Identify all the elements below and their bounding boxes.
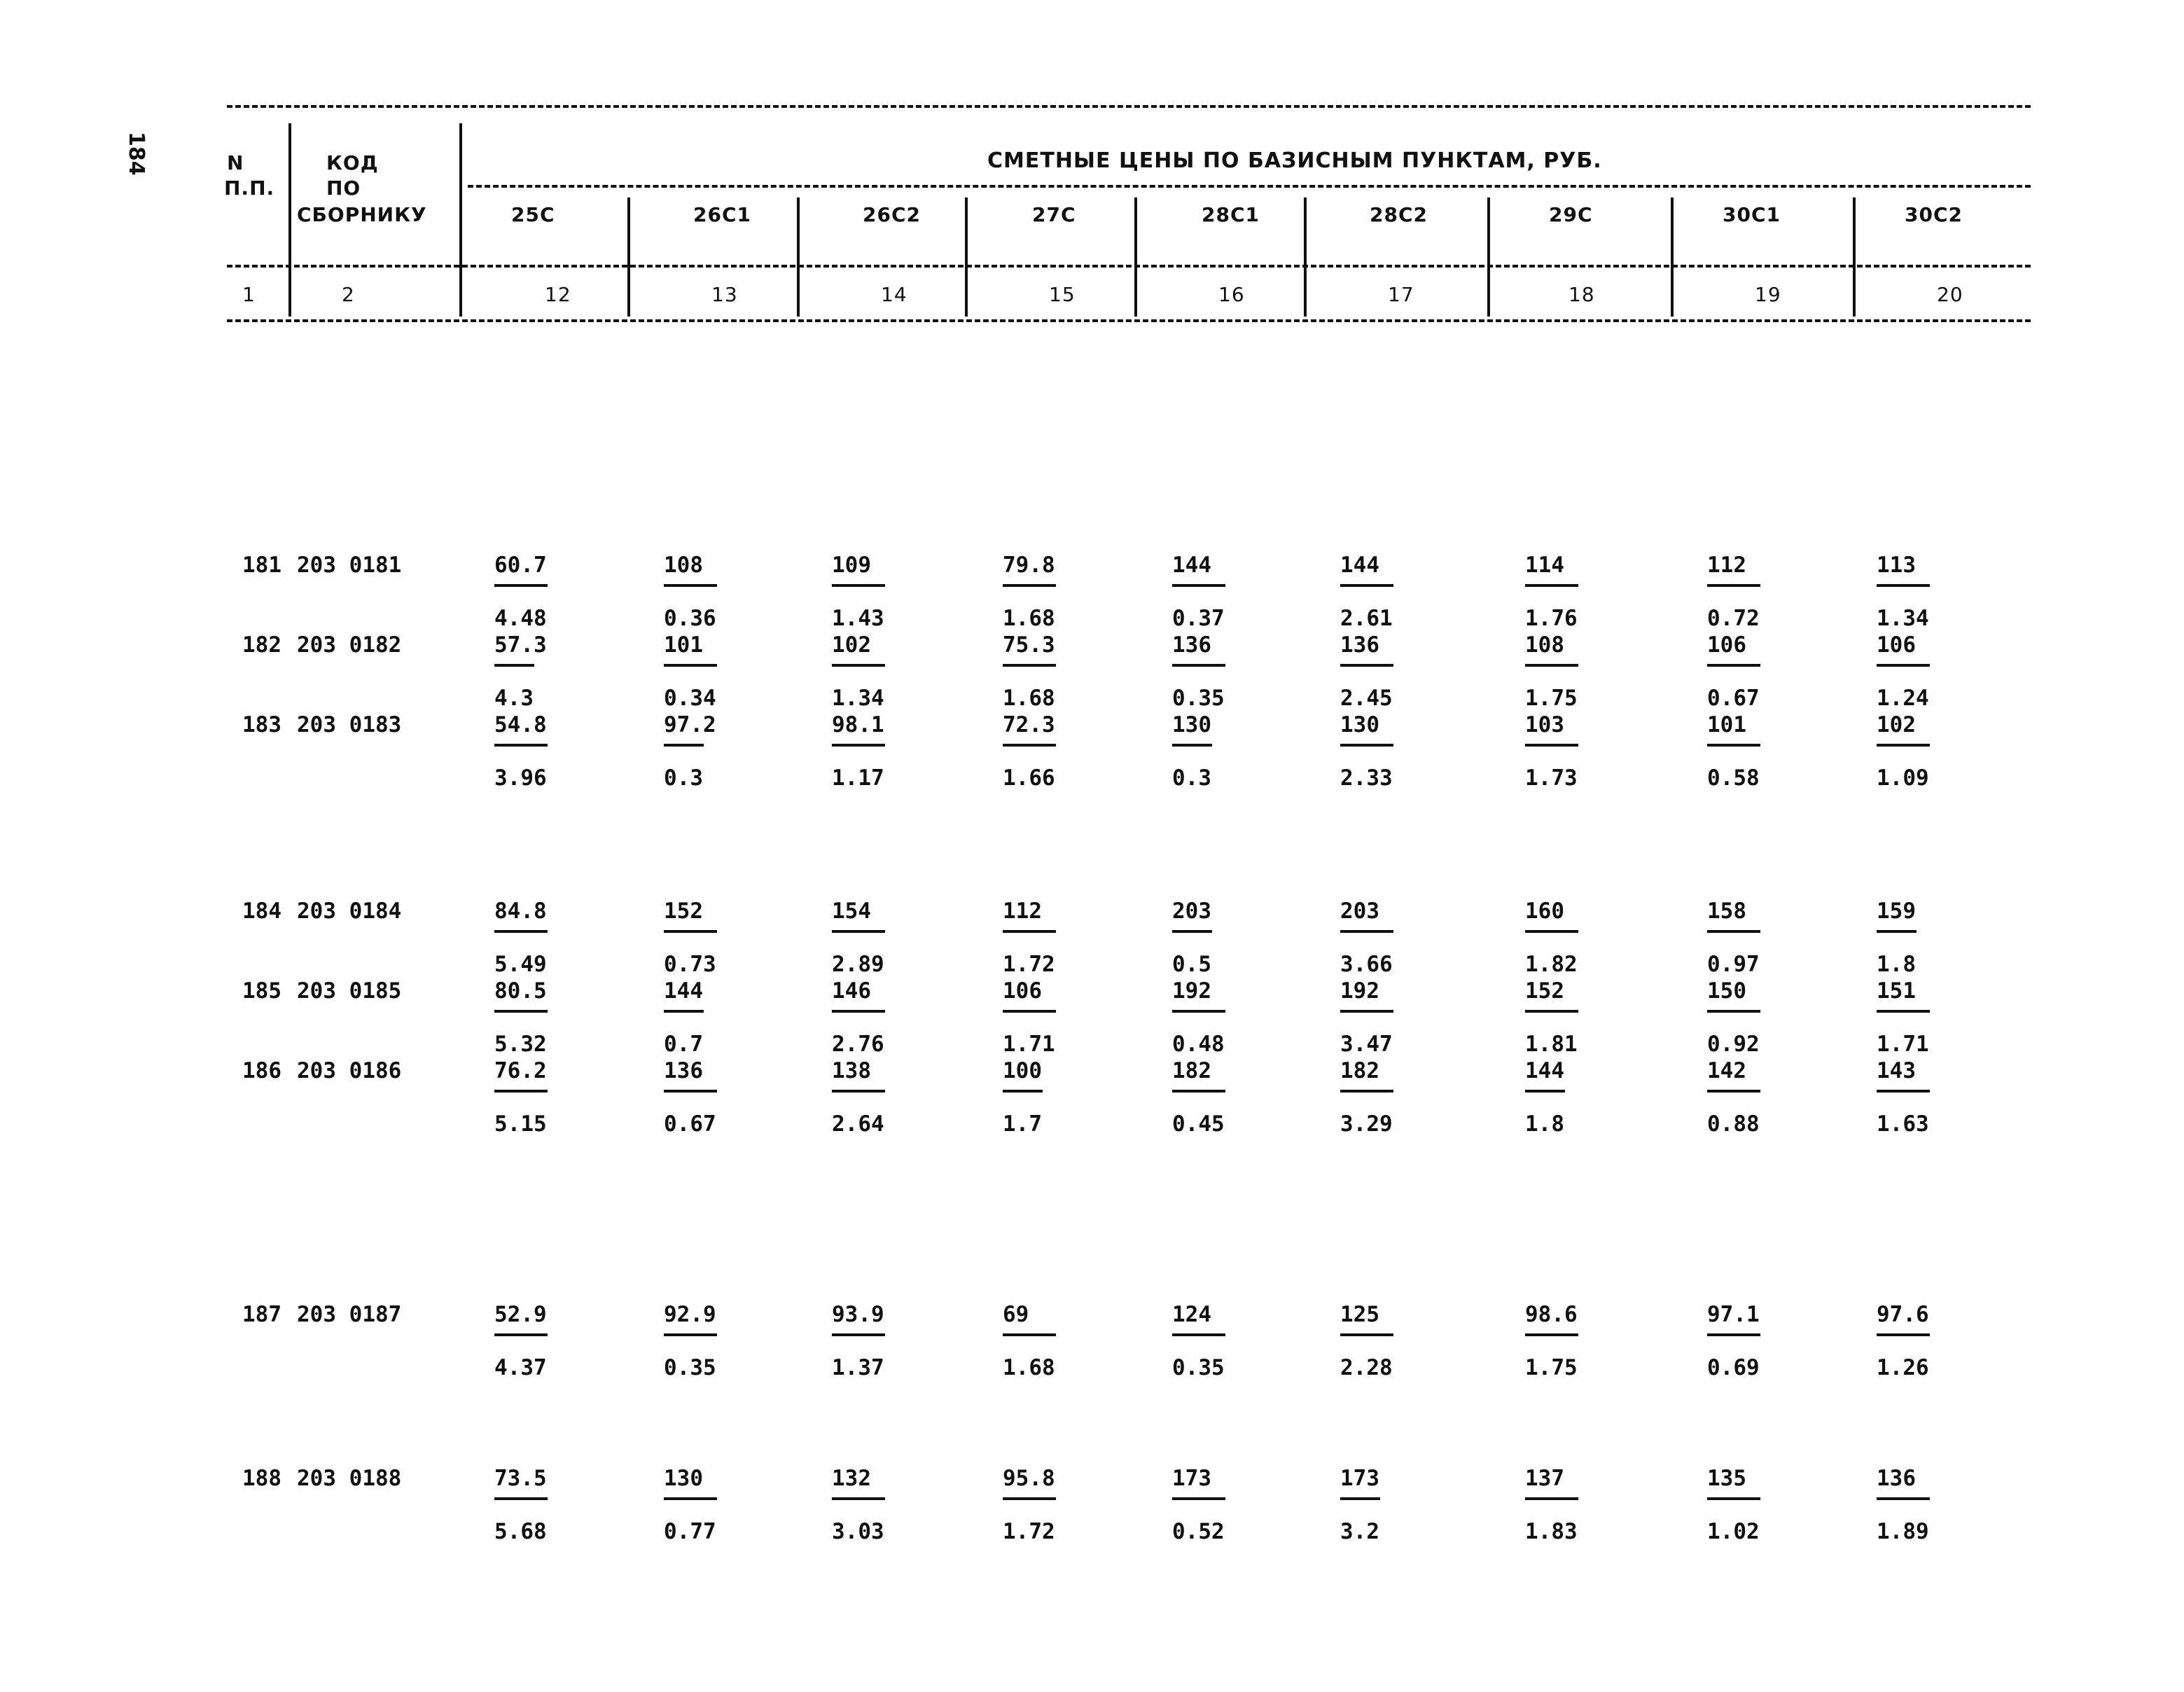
coefficient-value: 0.77: [664, 1519, 716, 1544]
row-number: 186: [242, 1058, 281, 1083]
coefficient-value: 2.89: [832, 952, 884, 977]
row-code: 203 0186: [297, 1058, 402, 1083]
price-value: 108: [664, 553, 703, 578]
fraction-bar: [1003, 664, 1056, 667]
coefficient-value: 0.88: [1707, 1111, 1760, 1137]
coefficient-value: 0.34: [664, 686, 716, 711]
coefficient-value: 3.2: [1340, 1519, 1379, 1544]
price-value: 106: [1003, 978, 1042, 1004]
price-value: 98.6: [1525, 1302, 1578, 1327]
price-value: 80.5: [494, 978, 547, 1004]
fraction-bar: [494, 1090, 548, 1093]
price-value: 95.8: [1003, 1466, 1055, 1491]
fraction-bar: [1525, 930, 1578, 933]
fraction-bar: [832, 930, 885, 933]
coefficient-value: 4.48: [494, 606, 547, 631]
header-mid-rule: [468, 185, 2031, 188]
point-label-8: 30С2: [1905, 203, 1963, 226]
fraction-bar: [1707, 744, 1760, 747]
header-vertical-rule: [1134, 197, 1137, 317]
point-label-5: 28С2: [1370, 203, 1428, 226]
price-value: 108: [1525, 632, 1564, 658]
coefficient-value: 5.49: [494, 952, 547, 977]
row-number: 182: [242, 632, 281, 658]
fraction-bar: [1877, 664, 1930, 667]
fraction-bar: [1340, 744, 1393, 747]
coefficient-value: 1.09: [1877, 765, 1929, 791]
coefficient-value: 1.8: [1525, 1111, 1564, 1137]
fraction-bar: [832, 1010, 885, 1013]
header-no-line2: П.П.: [224, 176, 275, 200]
fraction-bar: [1525, 1010, 1578, 1013]
price-value: 158: [1707, 899, 1746, 924]
fraction-bar: [1172, 744, 1212, 747]
fraction-bar: [664, 744, 704, 747]
coefficient-value: 3.66: [1340, 952, 1393, 977]
page-number: 184: [124, 132, 148, 176]
header-vertical-rule: [1487, 197, 1490, 317]
price-value: 97.6: [1877, 1302, 1929, 1327]
header-code-line2: ПО: [326, 176, 361, 200]
coefficient-value: 1.75: [1525, 1355, 1578, 1380]
coefficient-value: 2.61: [1340, 606, 1393, 631]
row-number: 185: [242, 978, 281, 1004]
price-value: 144: [1525, 1058, 1564, 1083]
coefficient-value: 5.15: [494, 1111, 547, 1137]
column-number-2: 12: [545, 283, 571, 306]
coefficient-value: 1.76: [1525, 606, 1578, 631]
point-label-4: 28С1: [1202, 203, 1260, 226]
coefficient-value: 0.3: [1172, 765, 1211, 791]
header-vertical-rule: [288, 123, 291, 317]
price-value: 125: [1340, 1302, 1379, 1327]
coefficient-value: 1.73: [1525, 765, 1578, 791]
point-label-7: 30С1: [1723, 203, 1781, 226]
column-number-8: 18: [1569, 283, 1595, 306]
fraction-bar: [494, 1010, 548, 1013]
fraction-bar: [1877, 1497, 1930, 1500]
header-vertical-rule: [1853, 197, 1856, 317]
fraction-bar: [1525, 1333, 1578, 1336]
fraction-bar: [664, 1333, 717, 1336]
price-value: 69: [1003, 1302, 1029, 1327]
column-number-6: 16: [1218, 283, 1245, 306]
price-value: 73.5: [494, 1466, 547, 1491]
price-value: 109: [832, 553, 871, 578]
price-value: 130: [1340, 712, 1379, 737]
price-value: 103: [1525, 712, 1564, 737]
coefficient-value: 0.7: [664, 1032, 703, 1057]
row-code: 203 0182: [297, 632, 402, 658]
price-value: 151: [1877, 978, 1916, 1004]
price-value: 112: [1003, 899, 1042, 924]
price-value: 135: [1707, 1466, 1746, 1491]
price-value: 101: [1707, 712, 1746, 737]
row-code: 203 0181: [297, 553, 402, 578]
fraction-bar: [1172, 664, 1225, 667]
fraction-bar: [494, 584, 548, 587]
coefficient-value: 0.35: [1172, 686, 1225, 711]
fraction-bar: [1340, 664, 1393, 667]
fraction-bar: [494, 1497, 548, 1500]
row-number: 188: [242, 1466, 281, 1491]
fraction-bar: [1003, 1010, 1056, 1013]
header-vertical-rule: [797, 197, 800, 317]
header-vertical-rule: [965, 197, 968, 317]
point-label-0: 25С: [511, 203, 555, 226]
price-value: 79.8: [1003, 553, 1055, 578]
header-no-line1: N: [227, 151, 244, 174]
price-value: 97.1: [1707, 1302, 1760, 1327]
fraction-bar: [494, 930, 548, 933]
fraction-bar: [664, 664, 717, 667]
price-value: 101: [664, 632, 703, 658]
coefficient-value: 1.71: [1003, 1032, 1055, 1057]
coefficient-value: 1.83: [1525, 1519, 1578, 1544]
coefficient-value: 5.32: [494, 1032, 547, 1057]
price-value: 182: [1340, 1058, 1379, 1083]
fraction-bar: [1877, 930, 1917, 933]
row-number: 183: [242, 712, 281, 737]
coefficient-value: 1.68: [1003, 606, 1055, 631]
price-value: 143: [1877, 1058, 1916, 1083]
fraction-bar: [494, 664, 534, 667]
fraction-bar: [1340, 930, 1393, 933]
coefficient-value: 0.73: [664, 952, 716, 977]
column-number-7: 17: [1388, 283, 1414, 306]
fraction-bar: [1877, 744, 1930, 747]
coefficient-value: 1.34: [832, 686, 884, 711]
coefficient-value: 2.28: [1340, 1355, 1393, 1380]
fraction-bar: [664, 1090, 717, 1093]
coefficient-value: 0.92: [1707, 1032, 1760, 1057]
price-value: 76.2: [494, 1058, 547, 1083]
coefficient-value: 1.66: [1003, 765, 1055, 791]
coefficient-value: 1.43: [832, 606, 884, 631]
fraction-bar: [1340, 1010, 1393, 1013]
fraction-bar: [494, 1333, 548, 1336]
price-value: 130: [664, 1466, 703, 1491]
coefficient-value: 0.48: [1172, 1032, 1225, 1057]
coefficient-value: 0.36: [664, 606, 716, 631]
fraction-bar: [1877, 584, 1930, 587]
fraction-bar: [1003, 1090, 1043, 1093]
coefficient-value: 1.89: [1877, 1519, 1929, 1544]
fraction-bar: [832, 584, 885, 587]
price-value: 203: [1172, 899, 1211, 924]
fraction-bar: [1877, 1333, 1930, 1336]
fraction-bar: [1525, 744, 1578, 747]
price-value: 144: [664, 978, 703, 1004]
price-value: 102: [1877, 712, 1916, 737]
coefficient-value: 4.37: [494, 1355, 547, 1380]
coefficient-value: 1.34: [1877, 606, 1929, 631]
fraction-bar: [1003, 584, 1056, 587]
price-value: 138: [832, 1058, 871, 1083]
row-code: 203 0187: [297, 1302, 402, 1327]
price-value: 57.3: [494, 632, 547, 658]
header-code-line3: СБОРНИКУ: [297, 203, 427, 226]
coefficient-value: 3.96: [494, 765, 547, 791]
price-value: 173: [1340, 1466, 1379, 1491]
fraction-bar: [1003, 1333, 1056, 1336]
price-value: 173: [1172, 1466, 1211, 1491]
price-value: 130: [1172, 712, 1211, 737]
price-value: 52.9: [494, 1302, 547, 1327]
coefficient-value: 0.35: [1172, 1355, 1225, 1380]
header-vertical-rule: [459, 123, 462, 317]
fraction-bar: [1340, 1333, 1393, 1336]
price-value: 203: [1340, 899, 1379, 924]
coefficient-value: 0.97: [1707, 952, 1760, 977]
coefficient-value: 1.81: [1525, 1032, 1578, 1057]
fraction-bar: [832, 1090, 885, 1093]
fraction-bar: [832, 744, 885, 747]
row-number: 187: [242, 1302, 281, 1327]
coefficient-value: 1.8: [1877, 952, 1916, 977]
coefficient-value: 0.72: [1707, 606, 1760, 631]
fraction-bar: [832, 1497, 885, 1500]
coefficient-value: 0.67: [1707, 686, 1760, 711]
row-number: 184: [242, 899, 281, 924]
column-number-0: 1: [242, 283, 256, 306]
column-number-5: 15: [1049, 283, 1076, 306]
column-number-4: 14: [881, 283, 907, 306]
point-label-6: 29С: [1549, 203, 1593, 226]
column-number-10: 20: [1937, 283, 1963, 306]
coefficient-value: 1.02: [1707, 1519, 1760, 1544]
price-value: 98.1: [832, 712, 884, 737]
coefficient-value: 1.82: [1525, 952, 1578, 977]
price-value: 84.8: [494, 899, 547, 924]
price-value: 54.8: [494, 712, 547, 737]
price-value: 192: [1340, 978, 1379, 1004]
coefficient-value: 0.3: [664, 765, 703, 791]
price-value: 150: [1707, 978, 1746, 1004]
coefficient-value: 3.29: [1340, 1111, 1393, 1137]
price-value: 192: [1172, 978, 1211, 1004]
coefficient-value: 1.68: [1003, 686, 1055, 711]
coefficient-value: 1.63: [1877, 1111, 1929, 1137]
fraction-bar: [1707, 1333, 1760, 1336]
point-label-2: 26С2: [863, 203, 921, 226]
fraction-bar: [1707, 664, 1760, 667]
fraction-bar: [1525, 1497, 1578, 1500]
coefficient-value: 2.33: [1340, 765, 1393, 791]
fraction-bar: [1172, 1090, 1225, 1093]
fraction-bar: [664, 1497, 717, 1500]
price-value: 114: [1525, 553, 1564, 578]
header-vertical-rule: [1671, 197, 1674, 317]
row-code: 203 0185: [297, 978, 402, 1004]
fraction-bar: [1172, 1497, 1225, 1500]
coefficient-value: 5.68: [494, 1519, 547, 1544]
coefficient-value: 1.24: [1877, 686, 1929, 711]
coefficient-value: 0.5: [1172, 952, 1211, 977]
fraction-bar: [1340, 1090, 1393, 1093]
coefficient-value: 4.3: [494, 686, 534, 711]
price-value: 72.3: [1003, 712, 1055, 737]
coefficient-value: 0.69: [1707, 1355, 1760, 1380]
price-value: 152: [664, 899, 703, 924]
price-value: 136: [1340, 632, 1379, 658]
fraction-bar: [664, 1010, 704, 1013]
price-value: 93.9: [832, 1302, 884, 1327]
price-value: 137: [1525, 1466, 1564, 1491]
price-value: 102: [832, 632, 871, 658]
price-value: 160: [1525, 899, 1564, 924]
fraction-bar: [1172, 1010, 1225, 1013]
row-code: 203 0183: [297, 712, 402, 737]
fraction-bar: [1707, 930, 1760, 933]
header-vertical-rule: [627, 197, 630, 317]
price-value: 144: [1340, 553, 1379, 578]
price-value: 159: [1877, 899, 1916, 924]
fraction-bar: [1525, 1090, 1565, 1093]
fraction-bar: [1340, 1497, 1380, 1500]
fraction-bar: [1525, 664, 1578, 667]
coefficient-value: 1.72: [1003, 1519, 1055, 1544]
price-value: 146: [832, 978, 871, 1004]
price-value: 75.3: [1003, 632, 1055, 658]
fraction-bar: [1003, 1497, 1056, 1500]
fraction-bar: [832, 1333, 885, 1336]
price-value: 142: [1707, 1058, 1746, 1083]
price-value: 100: [1003, 1058, 1042, 1083]
price-value: 106: [1877, 632, 1916, 658]
header-vertical-rule: [1304, 197, 1307, 317]
header-title: СМЕТНЫЕ ЦЕНЫ ПО БАЗИСНЫМ ПУНКТАМ, РУБ.: [987, 148, 1602, 173]
coefficient-value: 0.58: [1707, 765, 1760, 791]
coefficient-value: 0.52: [1172, 1519, 1225, 1544]
fraction-bar: [1340, 584, 1393, 587]
price-value: 60.7: [494, 553, 547, 578]
price-value: 106: [1707, 632, 1746, 658]
column-number-3: 13: [711, 283, 738, 306]
fraction-bar: [1525, 584, 1578, 587]
coefficient-value: 1.75: [1525, 686, 1578, 711]
price-value: 182: [1172, 1058, 1211, 1083]
price-value: 124: [1172, 1302, 1211, 1327]
point-label-1: 26С1: [693, 203, 751, 226]
fraction-bar: [1003, 744, 1056, 747]
column-number-1: 2: [342, 283, 355, 306]
fraction-bar: [1877, 1010, 1930, 1013]
fraction-bar: [664, 584, 717, 587]
price-value: 136: [1172, 632, 1211, 658]
coefficient-value: 1.7: [1003, 1111, 1042, 1137]
fraction-bar: [1172, 1333, 1225, 1336]
fraction-bar: [832, 664, 885, 667]
fraction-bar: [1877, 1090, 1930, 1093]
row-code: 203 0188: [297, 1466, 402, 1491]
header-code-line1: КОД: [326, 151, 379, 174]
price-value: 144: [1172, 553, 1211, 578]
header-sub-rule: [227, 265, 2031, 268]
price-value: 132: [832, 1466, 871, 1491]
header-bottom-rule: [227, 319, 2031, 322]
fraction-bar: [664, 930, 717, 933]
header-top-rule: [227, 105, 2031, 108]
price-value: 92.9: [664, 1302, 716, 1327]
coefficient-value: 0.35: [664, 1355, 716, 1380]
coefficient-value: 1.72: [1003, 952, 1055, 977]
coefficient-value: 1.26: [1877, 1355, 1929, 1380]
fraction-bar: [1707, 1090, 1760, 1093]
coefficient-value: 1.71: [1877, 1032, 1929, 1057]
coefficient-value: 2.64: [832, 1111, 884, 1137]
coefficient-value: 3.03: [832, 1519, 884, 1544]
price-value: 136: [1877, 1466, 1916, 1491]
coefficient-value: 3.47: [1340, 1032, 1393, 1057]
coefficient-value: 0.45: [1172, 1111, 1225, 1137]
coefficient-value: 2.45: [1340, 686, 1393, 711]
row-code: 203 0184: [297, 899, 402, 924]
fraction-bar: [1172, 930, 1212, 933]
fraction-bar: [1707, 1497, 1760, 1500]
column-number-9: 19: [1755, 283, 1781, 306]
fraction-bar: [494, 744, 548, 747]
coefficient-value: 0.37: [1172, 606, 1225, 631]
price-value: 97.2: [664, 712, 716, 737]
price-value: 154: [832, 899, 871, 924]
fraction-bar: [1172, 584, 1225, 587]
price-value: 112: [1707, 553, 1746, 578]
row-number: 181: [242, 553, 281, 578]
fraction-bar: [1707, 584, 1760, 587]
price-value: 113: [1877, 553, 1916, 578]
fraction-bar: [1707, 1010, 1760, 1013]
coefficient-value: 1.68: [1003, 1355, 1055, 1380]
coefficient-value: 1.37: [832, 1355, 884, 1380]
coefficient-value: 2.76: [832, 1032, 884, 1057]
coefficient-value: 1.17: [832, 765, 884, 791]
fraction-bar: [1003, 930, 1056, 933]
price-value: 136: [664, 1058, 703, 1083]
point-label-3: 27С: [1032, 203, 1076, 226]
price-value: 152: [1525, 978, 1564, 1004]
coefficient-value: 0.67: [664, 1111, 716, 1137]
